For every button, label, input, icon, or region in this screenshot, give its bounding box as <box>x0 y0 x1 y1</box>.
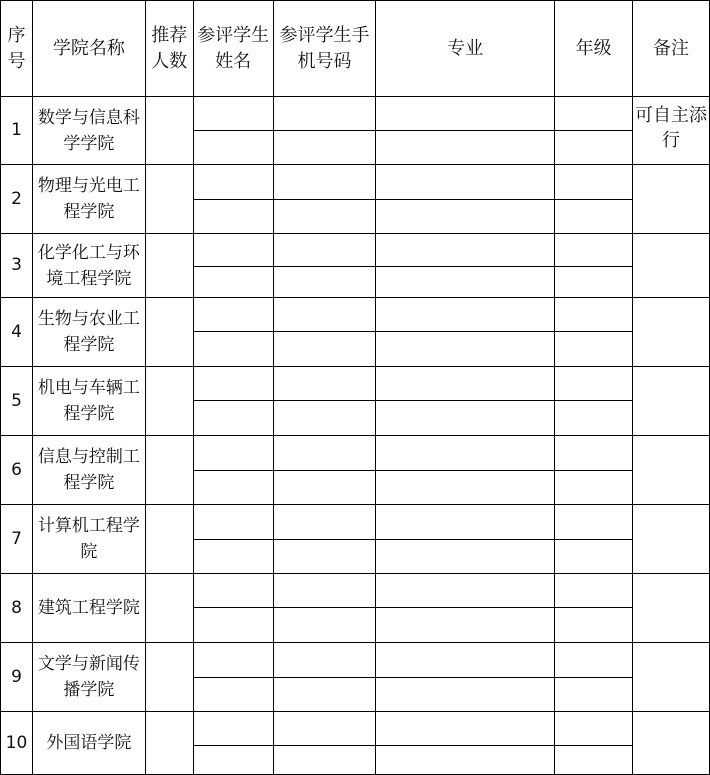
row-college-name: 外国语学院 <box>32 712 145 775</box>
major-cell[interactable] <box>376 608 555 643</box>
student-phone-cell[interactable] <box>273 608 376 643</box>
grade-cell[interactable] <box>555 540 633 574</box>
student-name-cell[interactable] <box>193 471 273 505</box>
grade-cell[interactable] <box>555 746 633 775</box>
recommend-count-cell[interactable] <box>145 165 193 234</box>
student-phone-cell[interactable] <box>273 505 376 540</box>
student-name-cell[interactable] <box>193 746 273 775</box>
student-name-cell[interactable] <box>193 332 273 367</box>
student-phone-cell[interactable] <box>273 712 376 746</box>
table-row <box>1 574 710 608</box>
student-phone-cell[interactable] <box>273 401 376 436</box>
student-phone-cell[interactable] <box>273 367 376 401</box>
grade-cell[interactable] <box>555 332 633 367</box>
grade-cell[interactable] <box>555 505 633 540</box>
row-college-name: 物理与光电工程学院 <box>32 165 145 234</box>
grade-cell[interactable] <box>555 267 633 298</box>
recommend-count-cell[interactable] <box>145 436 193 505</box>
grade-cell[interactable] <box>555 678 633 712</box>
row-seq: 2 <box>1 165 33 234</box>
student-phone-cell[interactable] <box>273 200 376 234</box>
student-phone-cell[interactable] <box>273 471 376 505</box>
grade-cell[interactable] <box>555 401 633 436</box>
major-cell[interactable] <box>376 574 555 608</box>
student-name-cell[interactable] <box>193 267 273 298</box>
student-name-cell[interactable] <box>193 367 273 401</box>
recommend-count-cell[interactable] <box>145 367 193 436</box>
student-phone-cell[interactable] <box>273 436 376 471</box>
row-college-name: 文学与新闻传播学院 <box>32 643 145 712</box>
recommend-count-cell[interactable] <box>145 505 193 574</box>
row-seq: 10 <box>1 712 33 775</box>
major-cell[interactable] <box>376 332 555 367</box>
row-seq: 7 <box>1 505 33 574</box>
student-name-cell[interactable] <box>193 505 273 540</box>
header-grade: 年级 <box>555 1 633 97</box>
grade-cell[interactable] <box>555 608 633 643</box>
student-phone-cell[interactable] <box>273 643 376 678</box>
row-remarks <box>633 165 710 234</box>
row-seq: 5 <box>1 367 33 436</box>
major-cell[interactable] <box>376 678 555 712</box>
student-name-cell[interactable] <box>193 298 273 332</box>
row-remarks <box>633 712 710 775</box>
recommend-count-cell[interactable] <box>145 712 193 775</box>
row-remarks <box>633 574 710 643</box>
major-cell[interactable] <box>376 367 555 401</box>
student-name-cell[interactable] <box>193 234 273 267</box>
student-name-cell[interactable] <box>193 200 273 234</box>
header-student-phone: 参评学生手机号码 <box>273 1 376 97</box>
table-row <box>1 436 710 471</box>
student-phone-cell[interactable] <box>273 97 376 131</box>
student-phone-cell[interactable] <box>273 332 376 367</box>
student-name-cell[interactable] <box>193 678 273 712</box>
student-name-cell[interactable] <box>193 436 273 471</box>
grade-cell[interactable] <box>555 471 633 505</box>
recommend-count-cell[interactable] <box>145 574 193 643</box>
row-remarks <box>633 367 710 436</box>
major-cell[interactable] <box>376 401 555 436</box>
recommend-count-cell[interactable] <box>145 643 193 712</box>
table-row <box>1 234 710 267</box>
student-phone-cell[interactable] <box>273 574 376 608</box>
student-name-cell[interactable] <box>193 131 273 165</box>
grade-cell[interactable] <box>555 234 633 267</box>
row-seq: 4 <box>1 298 33 367</box>
grade-cell[interactable] <box>555 131 633 165</box>
header-student-name: 参评学生姓名 <box>193 1 273 97</box>
row-college-name: 数学与信息科学学院 <box>32 97 145 165</box>
row-seq: 8 <box>1 574 33 643</box>
header-recommend-count: 推荐人数 <box>145 1 193 97</box>
grade-cell[interactable] <box>555 200 633 234</box>
major-cell[interactable] <box>376 436 555 471</box>
row-remarks <box>633 436 710 505</box>
student-name-cell[interactable] <box>193 97 273 131</box>
major-cell[interactable] <box>376 165 555 200</box>
row-seq: 6 <box>1 436 33 505</box>
major-cell[interactable] <box>376 712 555 746</box>
row-college-name: 建筑工程学院 <box>32 574 145 643</box>
student-phone-cell[interactable] <box>273 678 376 712</box>
major-cell[interactable] <box>376 234 555 267</box>
student-name-cell[interactable] <box>193 608 273 643</box>
table-row <box>1 643 710 678</box>
row-college-name: 信息与控制工程学院 <box>32 436 145 505</box>
major-cell[interactable] <box>376 643 555 678</box>
grade-cell[interactable] <box>555 712 633 746</box>
table-row <box>1 165 710 200</box>
major-cell[interactable] <box>376 540 555 574</box>
table-body <box>1 97 710 775</box>
table-row <box>1 505 710 540</box>
recommend-count-cell[interactable] <box>145 97 193 165</box>
major-cell[interactable] <box>376 131 555 165</box>
grade-cell[interactable] <box>555 436 633 471</box>
grade-cell[interactable] <box>555 298 633 332</box>
grade-cell[interactable] <box>555 165 633 200</box>
row-remarks <box>633 234 710 298</box>
row-seq: 9 <box>1 643 33 712</box>
student-name-cell[interactable] <box>193 574 273 608</box>
major-cell[interactable] <box>376 505 555 540</box>
table-row <box>1 97 710 131</box>
header-remarks: 备注 <box>633 1 710 97</box>
major-cell[interactable] <box>376 746 555 775</box>
student-name-cell[interactable] <box>193 712 273 746</box>
table-row <box>1 298 710 332</box>
student-phone-cell[interactable] <box>273 298 376 332</box>
major-cell[interactable] <box>376 267 555 298</box>
header-major: 专业 <box>376 1 555 97</box>
student-name-cell[interactable] <box>193 540 273 574</box>
grade-cell[interactable] <box>555 367 633 401</box>
grade-cell[interactable] <box>555 574 633 608</box>
student-name-cell[interactable] <box>193 401 273 436</box>
major-cell[interactable] <box>376 298 555 332</box>
row-seq: 1 <box>1 97 33 165</box>
recommend-count-cell[interactable] <box>145 234 193 298</box>
table-row <box>1 712 710 746</box>
header-seq: 序号 <box>1 1 33 97</box>
grade-cell[interactable] <box>555 643 633 678</box>
row-remarks: 可自主添行 <box>633 97 710 165</box>
row-college-name: 生物与农业工程学院 <box>32 298 145 367</box>
student-phone-cell[interactable] <box>273 234 376 267</box>
student-name-cell[interactable] <box>193 165 273 200</box>
row-remarks <box>633 298 710 367</box>
student-phone-cell[interactable] <box>273 540 376 574</box>
row-remarks <box>633 643 710 712</box>
row-college-name: 计算机工程学院 <box>32 505 145 574</box>
row-college-name: 机电与车辆工程学院 <box>32 367 145 436</box>
student-phone-cell[interactable] <box>273 165 376 200</box>
student-phone-cell[interactable] <box>273 131 376 165</box>
major-cell[interactable] <box>376 471 555 505</box>
header-college: 学院名称 <box>32 1 145 97</box>
recommend-count-cell[interactable] <box>145 298 193 367</box>
row-seq: 3 <box>1 234 33 298</box>
table-row <box>1 367 710 401</box>
student-phone-cell[interactable] <box>273 267 376 298</box>
major-cell[interactable] <box>376 97 555 131</box>
header-row <box>1 1 710 97</box>
grade-cell[interactable] <box>555 97 633 131</box>
row-remarks <box>633 505 710 574</box>
student-phone-cell[interactable] <box>273 746 376 775</box>
student-name-cell[interactable] <box>193 643 273 678</box>
row-college-name: 化学化工与环境工程学院 <box>32 234 145 298</box>
major-cell[interactable] <box>376 200 555 234</box>
